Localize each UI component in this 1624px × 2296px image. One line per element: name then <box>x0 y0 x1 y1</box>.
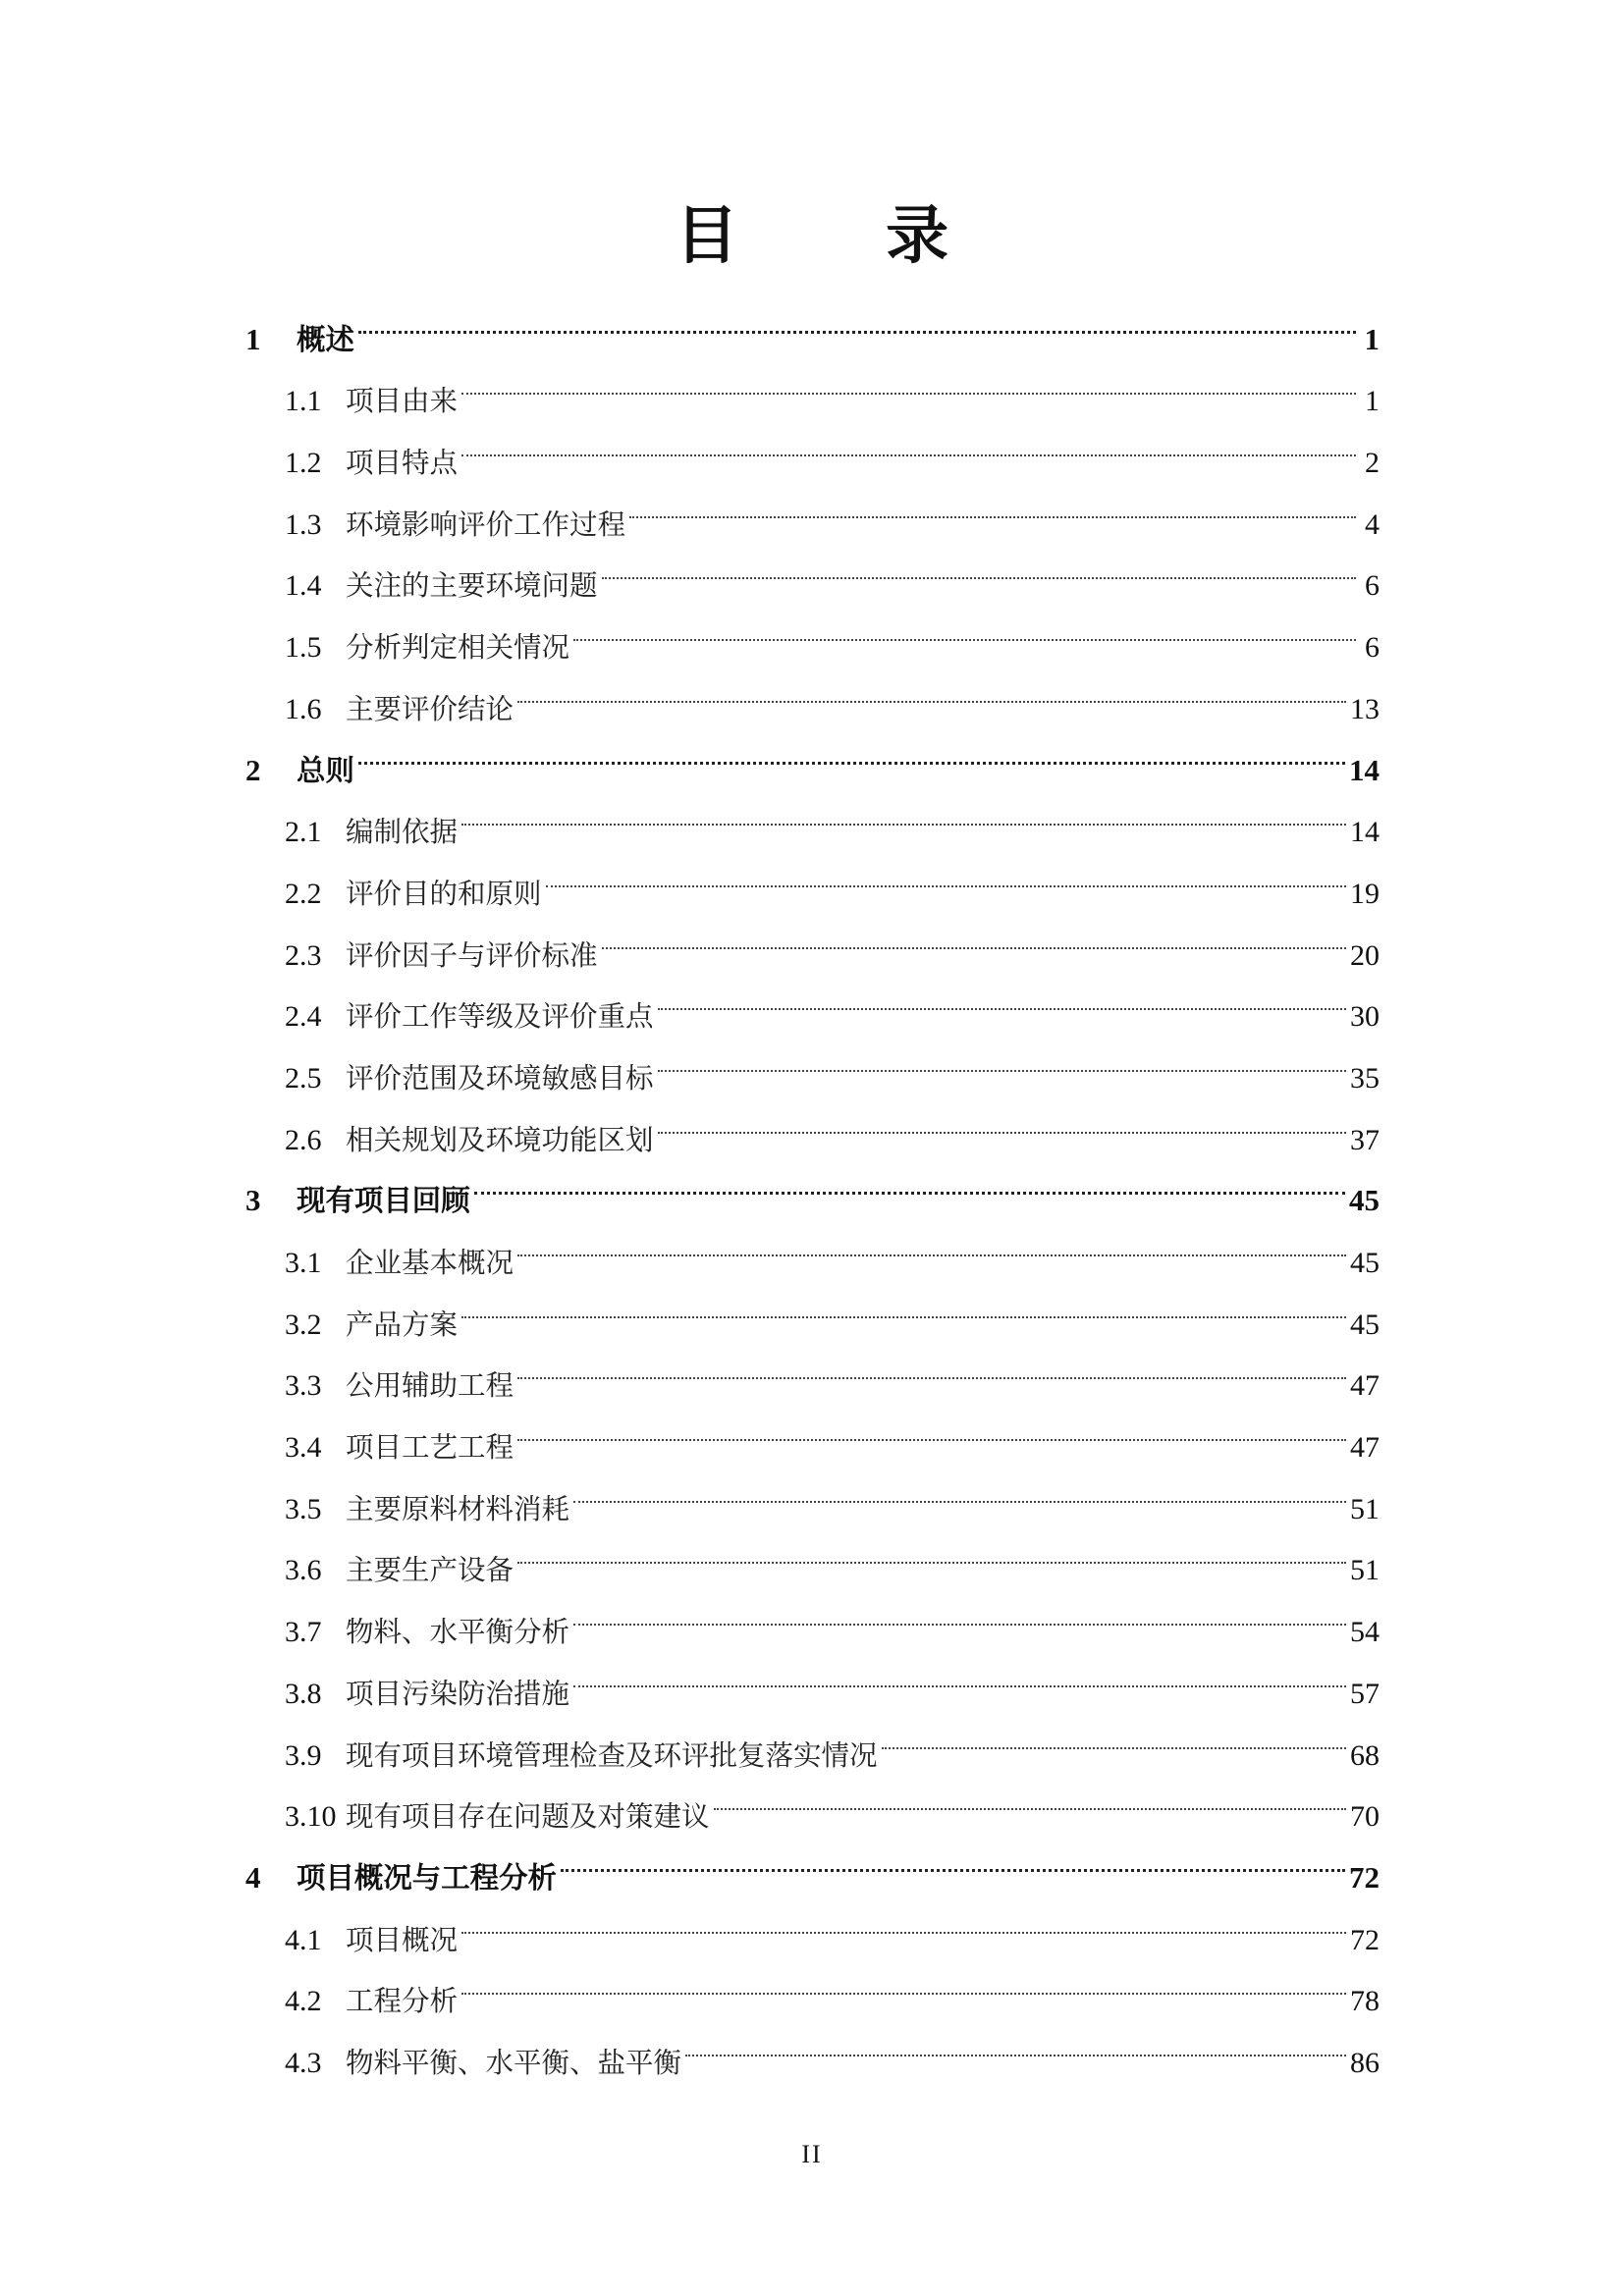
toc-entry-page: 57 <box>1350 1677 1380 1710</box>
toc-entry-page: 68 <box>1350 1738 1380 1772</box>
toc-entry-title: 项目工艺工程 <box>346 1431 514 1465</box>
toc-entry-page: 51 <box>1350 1492 1380 1525</box>
toc-dot-leader <box>685 2010 1346 2072</box>
toc-entry-number: 3.6 <box>285 1554 322 1587</box>
toc-entry-number: 1.6 <box>285 692 322 725</box>
toc-entry-number: 3.1 <box>285 1247 322 1279</box>
toc-dot-leader <box>573 1641 1346 1703</box>
table-of-contents <box>245 288 1380 2079</box>
toc-entry-page: 4 <box>1365 507 1380 541</box>
toc-entry-page: 45 <box>1349 1183 1380 1218</box>
toc-dot-leader <box>461 410 1356 472</box>
toc-entry-page: 6 <box>1365 631 1380 665</box>
toc-entry-title: 总则 <box>297 753 354 787</box>
toc-entry-title: 环境影响评价工作过程 <box>346 507 626 541</box>
toc-entry-title: 编制依据 <box>346 816 459 849</box>
toc-entry-title: 概述 <box>297 322 354 356</box>
toc-entry-title: 工程分析 <box>346 1985 459 2018</box>
toc-entry-page: 47 <box>1350 1369 1380 1403</box>
toc-dot-leader <box>714 1765 1346 1827</box>
toc-entry-number: 2.6 <box>285 1123 322 1156</box>
toc-entry-title: 现有项目回顾 <box>297 1184 470 1218</box>
toc-entry-page: 54 <box>1350 1616 1380 1649</box>
toc-entry-page: 51 <box>1350 1554 1380 1587</box>
toc-entry-title: 评价目的和原则 <box>346 877 542 910</box>
toc-entry-title: 评价因子与评价标准 <box>346 938 598 972</box>
toc-entry-title: 公用辅助工程 <box>346 1369 514 1403</box>
toc-entry-number: 3.7 <box>285 1616 322 1649</box>
toc-entry-number: 3.4 <box>285 1431 322 1465</box>
toc-entry-page: 13 <box>1350 692 1380 725</box>
toc-dot-leader <box>573 1457 1346 1519</box>
toc-entry-page: 70 <box>1350 1800 1380 1834</box>
toc-entry-number: 3.3 <box>285 1369 322 1403</box>
toc-entry-number: 2 <box>245 752 261 787</box>
toc-dot-leader <box>546 841 1346 903</box>
toc-entry-number: 1.4 <box>285 569 322 603</box>
toc-entry-number: 3.9 <box>285 1738 322 1772</box>
toc-dot-leader <box>629 472 1356 534</box>
toc-dot-leader <box>658 1026 1346 1088</box>
toc-dot-leader <box>358 288 1356 349</box>
toc-dot-leader <box>461 1888 1346 1949</box>
page-title: 目 录 <box>675 200 1012 273</box>
toc-entry-page: 86 <box>1350 2046 1380 2079</box>
toc-entry-page: 20 <box>1350 938 1380 972</box>
toc-entry-title: 现有项目存在问题及对策建议 <box>346 1800 710 1834</box>
toc-entry-title: 物料、水平衡分析 <box>346 1616 570 1649</box>
toc-entry-number: 3.8 <box>285 1677 322 1710</box>
toc-entry-title: 关注的主要环境问题 <box>346 569 598 603</box>
toc-entry-number: 3.2 <box>285 1308 322 1341</box>
toc-dot-leader <box>461 1949 1346 2011</box>
toc-entry-page: 14 <box>1350 816 1380 849</box>
toc-dot-leader <box>658 965 1346 1027</box>
toc-entry-page: 14 <box>1349 752 1380 787</box>
toc-chapter-entry[interactable] <box>245 719 1380 787</box>
toc-dot-leader <box>517 1334 1346 1396</box>
toc-dot-leader <box>561 1826 1345 1888</box>
toc-entry-page: 72 <box>1349 1859 1380 1895</box>
toc-dot-leader <box>602 534 1356 596</box>
toc-entry-number: 1 <box>245 321 261 356</box>
toc-entry-title: 主要评价结论 <box>346 692 514 725</box>
toc-dot-leader <box>461 780 1346 842</box>
toc-entry-number: 1.3 <box>285 507 322 541</box>
toc-dot-leader <box>461 349 1356 411</box>
toc-entry-number: 2.3 <box>285 938 322 972</box>
toc-dot-leader <box>517 1210 1346 1272</box>
toc-entry-page: 45 <box>1350 1247 1380 1279</box>
toc-entry-page: 35 <box>1350 1061 1380 1095</box>
toc-dot-leader <box>602 903 1346 965</box>
toc-entry-number: 3 <box>245 1183 261 1218</box>
toc-entry-title: 评价范围及环境敏感目标 <box>346 1061 654 1095</box>
toc-entry-page: 47 <box>1350 1431 1380 1465</box>
toc-entry-number: 3.5 <box>285 1492 322 1525</box>
toc-entry-page: 30 <box>1350 1000 1380 1034</box>
toc-dot-leader <box>658 1088 1346 1149</box>
toc-dot-leader <box>573 595 1356 657</box>
toc-entry-page: 37 <box>1350 1123 1380 1156</box>
toc-entry-page: 45 <box>1350 1308 1380 1341</box>
toc-entry-title: 项目特点 <box>346 447 459 480</box>
toc-entry-title: 相关规划及环境功能区划 <box>346 1123 654 1156</box>
toc-entry-title: 物料平衡、水平衡、盐平衡 <box>346 2046 682 2079</box>
toc-entry-page: 19 <box>1350 877 1380 910</box>
toc-entry-title: 分析判定相关情况 <box>346 631 570 665</box>
toc-entry-title: 主要生产设备 <box>346 1554 514 1587</box>
toc-entry-title: 评价工作等级及评价重点 <box>346 1000 654 1034</box>
toc-dot-leader <box>461 1272 1346 1334</box>
toc-entry-title: 企业基本概况 <box>346 1247 514 1279</box>
toc-entry-title: 主要原料材料消耗 <box>346 1492 570 1525</box>
toc-entry-number: 2.4 <box>285 1000 322 1034</box>
toc-chapter-entry[interactable] <box>245 288 1380 356</box>
page-number: II <box>801 2140 823 2168</box>
toc-section-entry[interactable] <box>245 349 1380 418</box>
toc-entry-number: 4.3 <box>285 2046 322 2079</box>
toc-entry-title: 项目概况与工程分析 <box>297 1860 557 1895</box>
toc-entry-page: 6 <box>1365 569 1380 603</box>
toc-entry-title: 项目概况 <box>346 1923 459 1956</box>
toc-entry-number: 1.2 <box>285 447 322 480</box>
toc-entry-page: 1 <box>1364 321 1380 356</box>
toc-entry-page: 2 <box>1365 447 1380 480</box>
toc-entry-number: 2.5 <box>285 1061 322 1095</box>
toc-dot-leader <box>474 1149 1345 1211</box>
toc-section-entry[interactable] <box>245 780 1380 849</box>
toc-entry-number: 4.1 <box>285 1923 322 1956</box>
toc-dot-leader <box>517 657 1346 719</box>
toc-entry-number: 4.2 <box>285 1985 322 2018</box>
toc-entry-title: 项目污染防治措施 <box>346 1677 570 1710</box>
toc-dot-leader <box>358 719 1345 780</box>
toc-dot-leader <box>573 1579 1346 1641</box>
toc-entry-page: 78 <box>1350 1985 1380 2018</box>
toc-entry-page: 1 <box>1365 385 1380 418</box>
toc-entry-number: 1.1 <box>285 385 322 418</box>
toc-dot-leader <box>517 1519 1346 1580</box>
toc-entry-title: 产品方案 <box>346 1308 459 1341</box>
toc-entry-title: 项目由来 <box>346 385 459 418</box>
toc-entry-page: 72 <box>1350 1923 1380 1956</box>
toc-dot-leader <box>517 1395 1346 1457</box>
toc-entry-title: 现有项目环境管理检查及环评批复落实情况 <box>346 1738 878 1772</box>
toc-entry-number: 2.2 <box>285 877 322 910</box>
toc-entry-number: 4 <box>245 1859 261 1895</box>
toc-dot-leader <box>882 1703 1346 1765</box>
toc-entry-number: 3.10 <box>285 1800 337 1834</box>
toc-entry-number: 2.1 <box>285 816 322 849</box>
toc-entry-number: 1.5 <box>285 631 322 665</box>
